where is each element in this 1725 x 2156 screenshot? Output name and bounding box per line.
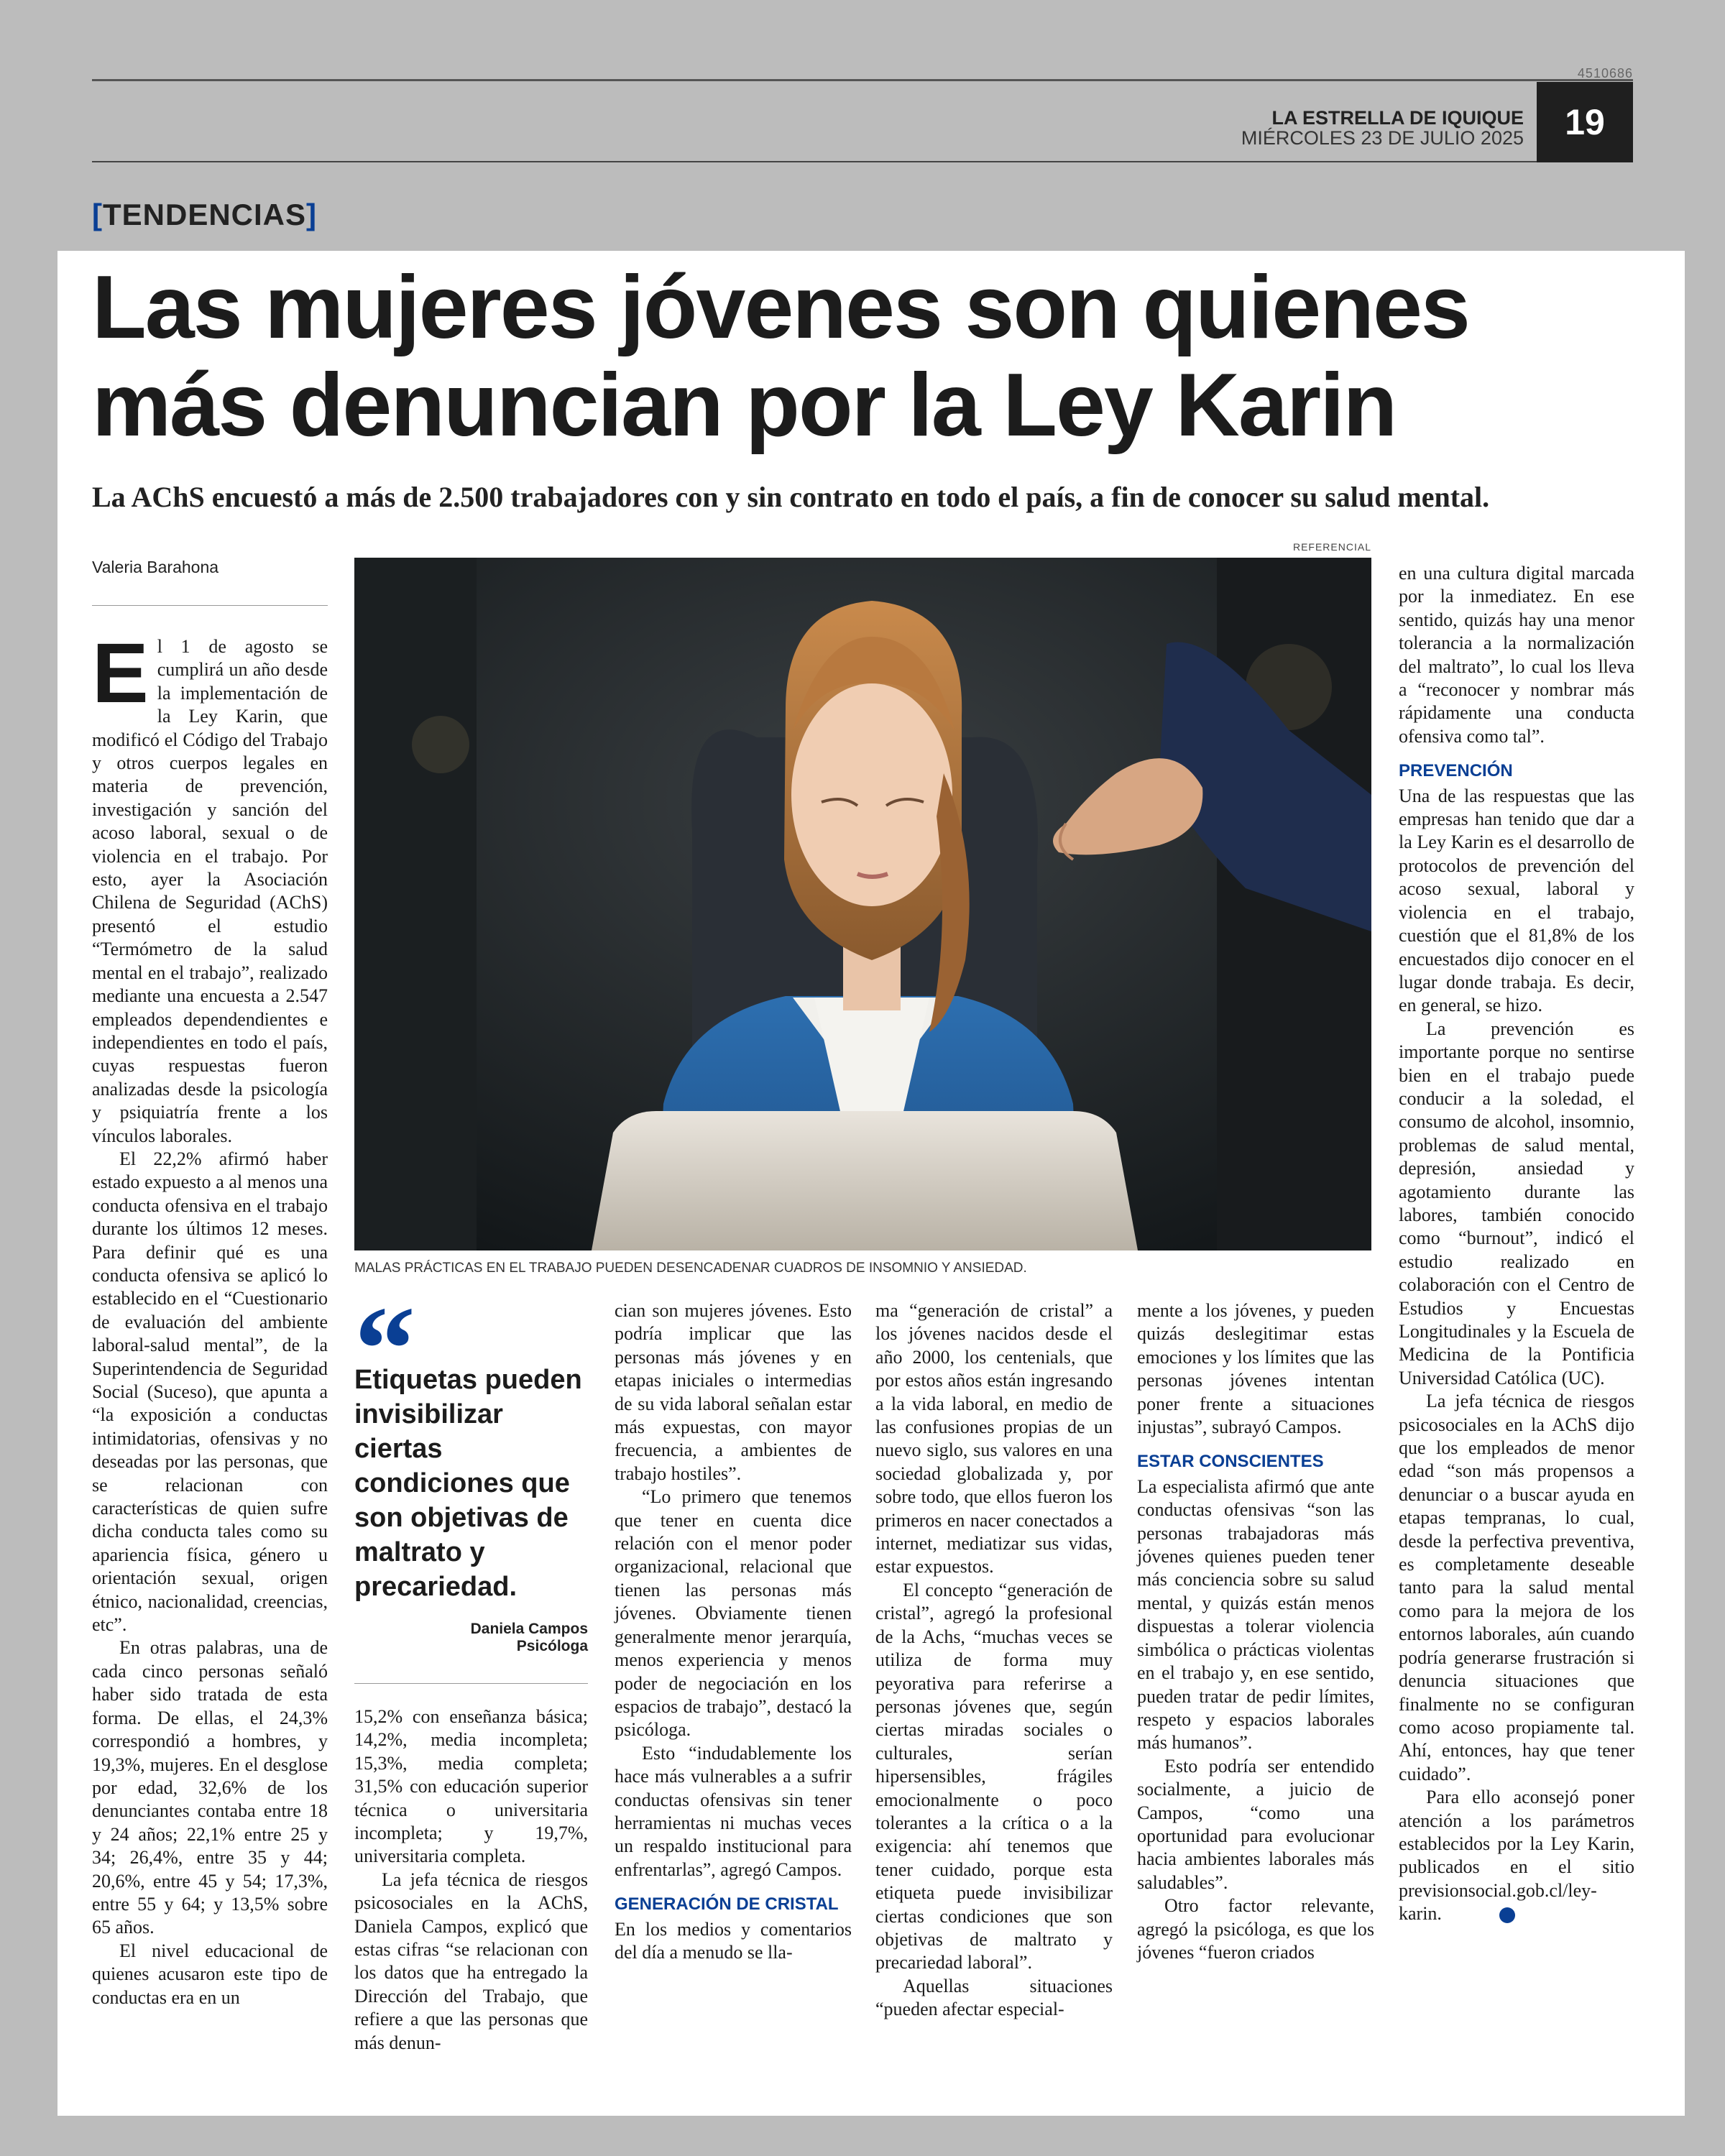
- section-tag: [TENDENCIAS]: [92, 198, 318, 231]
- col4-p3: Aquellas situaciones “pueden afectar especial-: [875, 1975, 1113, 2020]
- col6-p4: La jefa técnica de riesgos psicosociales en la AChS dijo que los empleados de menor edad “son más propensos a denunciar o a buscar ayuda en etapas tempranas, lo cual, desde la perfectiva preventiva, es completamente deseable tanto para la salud mental como para la mejora de los entornos laborales, aún cuando podría generarse frustración si denuncia situaciones que finalmente no se configuran como acoso propiamente tal. Ahí, entonces, hay que tener cuidado”.: [1399, 1391, 1634, 1784]
- subhead-prevencion: PREVENCIÓN: [1399, 761, 1513, 781]
- col1-p1: l 1 de agosto se cumplirá un año desde la implementación de la Ley Karin, que modificó el Código del Trabajo y otros cuerpos legales en materia de prevención, investigación y sanción del acoso laboral, sexual o de violencia en el trabajo. Por esto, ayer la Asociación Chilena de Seguridad (AChS) presentó el estudio “Termómetro de la salud mental en el trabajo”, realizado mediante una encuesta a 2.547 empleados dependendientes e independientes en todo el país, cuyas respuestas fueron analizadas desde la psicología y psiquiatría frente a los vínculos laborales.: [92, 636, 328, 1146]
- col5-p4: Otro factor relevante, agregó la psicóloga, es que los jóvenes “fueron criados: [1137, 1895, 1374, 1963]
- col4-p1: ma “generación de cristal” a los jóvenes nacidos desde el año 2000, los centenials, que por estos años están ingresando a la vida laboral, en medio de las confusiones propias de un nuevo siglo, sus valores en una sociedad globalizada y, por sobre todo, que ellos fueron los primeros en nacer conectados a internet, mediatizar sus vidas, estar expuestos.: [875, 1300, 1113, 1577]
- section-label: TENDENCIAS: [103, 198, 307, 231]
- column-2: [354, 1705, 588, 2055]
- column-6: [1399, 562, 1634, 1926]
- edition-code: 4510686: [1577, 66, 1633, 80]
- col3-p2: “Lo primero que tenemos que tener en cuenta dice relación con el menor poder organizacional, relacional que tienen las personas más jóvenes. Obviamente tienen generalmente menor jerarquía, menos experiencia y menos poder de negociación en los espacios de trabajo”, destacó la psicóloga.: [615, 1486, 852, 1741]
- photo-caption: MALAS PRÁCTICAS EN EL TRABAJO PUEDEN DESENCADENAR CUADROS DE INSOMNIO Y ANSIEDAD.: [354, 1261, 1027, 1276]
- col6-p2: Una de las respuestas que las empresas han tenido que dar a la Ley Karin es el desarrollo de protocolos de prevención del acoso sexual, laboral y violencia en el trabajo, cuestión que el 81,8% de los encuestados dijo conocer en el lugar donde trabaja. Es decir, en general, se hizo.: [1399, 785, 1634, 1016]
- col1-p4: El nivel educacional de quienes acusaron este tipo de conductas era en un: [92, 1940, 328, 2008]
- col2-p1: 15,2% con enseñanza básica; 14,2%, media incompleta; 15,3%, media completa; 31,5% con educación superior técnica o universitaria incompleta; y 19,7%, universitaria completa.: [354, 1706, 588, 1867]
- top-rule: [92, 79, 1633, 81]
- dropcap: E: [92, 626, 149, 721]
- column-1: [92, 626, 328, 2009]
- col4-p2: El concepto “generación de cristal”, agregó la profesional de la Achs, “muchas veces se utiliza de forma muy peyorativa para referirse a personas jóvenes que, según ciertas miradas sociales o culturales, serían hipersensibles, frágiles emocionalmente o poco tolerantes a la crítica o a la exigencia: ahí tenemos que tener cuidado, porque esta etiqueta puede invisibilizar ciertas condiciones que son objetivas de maltrato y precariedad laboral”.: [875, 1579, 1113, 1973]
- column-5: [1137, 1299, 1374, 1964]
- column-4: [875, 1299, 1113, 2022]
- column-3: [615, 1299, 852, 1964]
- pull-quote: Etiquetas pueden invisibilizar ciertas condiciones que son objetivas de maltrato y precariedad.: [354, 1365, 582, 1602]
- col2-p2: La jefa técnica de riesgos psicosociales en la AChS, Daniela Campos, explicó que estas cifras “se relacionan con los datos que ha entregado la Dirección del Trabajo, que refiere a que las personas que más denun-: [354, 1869, 588, 2053]
- quote-rule: [354, 1683, 588, 1684]
- col3-p3: Esto “indudablemente los hace más vulnerables a a sufrir conductas ofensivas sin tener herramientas ni muchas veces un respaldo institucional para enfrentarlas”, agregó Campos.: [615, 1742, 852, 1880]
- masthead: [1241, 108, 1524, 148]
- end-of-article-icon: ✪: [1499, 1907, 1515, 1923]
- byline-rule: [92, 605, 328, 606]
- woman-office-photo: [354, 558, 1371, 1250]
- photo-credit: REFERENCIAL: [1292, 541, 1371, 553]
- page-number: 19: [1537, 82, 1633, 162]
- header-rule: [92, 161, 1537, 162]
- col6-p1: en una cultura digital marcada por la inmediatez. En ese sentido, quizás hay una menor tolerancia a la normalización del maltrato”, lo cual los lleva a “reconocer y nombrar más rápidamente una conducta ofensiva como tal”.: [1399, 563, 1634, 747]
- col3-p4: En los medios y comentarios del día a menudo se lla-: [615, 1918, 852, 1963]
- col1-p3: En otras palabras, una de cada cinco personas señaló haber sido tratada de esta forma. De ellas, el 24,3% correspondió a hombres, y 19,3%, mujeres. En el desglose por edad, 32,6% de los denunciantes contaba entre 18 y 24 años; 22,1% entre 25 y 34; 26,4%, entre 35 y 44; 20,6%, entre 45 y 54; 17,3%, entre 55 y 64; y 13,5% sobre 65 años.: [92, 1637, 328, 1938]
- photo-illustration: [354, 558, 1371, 1250]
- col6-p5-text: Para ello aconsejó poner atención a los parámetros establecidos por la Ley Karin, publicados en el sitio previsionsocial.gob.cl/ley-karin.: [1399, 1787, 1634, 1925]
- quote-author-name: Daniela Campos: [470, 1621, 588, 1637]
- col5-p2: La especialista afirmó que ante conductas ofensivas “son las personas trabajadoras más jóvenes quienes pueden tener más conciencia sobre su salud mental, y quizás están menos dispuestas a tolerar violencia simbólica o prácticas violentas en el trabajo y, en ese sentido, pueden tratar de pedir límites, respeto y espacios laborales más humanos”.: [1137, 1475, 1374, 1754]
- issue-date: MIÉRCOLES 23 DE JULIO 2025: [1241, 127, 1524, 149]
- newspaper-name: LA ESTRELLA DE IQUIQUE: [1271, 107, 1524, 129]
- subhead: La AChS encuestó a más de 2.500 trabajadores con y sin contrato en todo el país, a fin de conocer su salud mental.: [92, 481, 1490, 513]
- quote-author-role: Psicóloga: [516, 1638, 588, 1654]
- col3-p1: cian son mujeres jóvenes. Esto podría implicar que las personas más jóvenes y en etapas iniciales o intermedias de su vida laboral señalan estar más expuestas, con mayor frecuencia, a ambientes de trabajo hostiles”.: [615, 1300, 852, 1484]
- col6-p5: [1399, 1786, 1634, 1925]
- col1-p2: El 22,2% afirmó haber estado expuesto a al menos una conducta ofensiva en el trabajo durante los últimos 12 meses. Para definir qué es una conducta ofensiva se aplicó lo establecido en el “Cuestionario de evaluación del ambiente laboral-salud mental”, de la Superintendencia de Seguridad Social (Suceso), que apunta a “la exposición a conductas intimidatorias, ofensivas y no deseadas por las personas, que se relacionan con características de quien sufre dicha conducta tales como su apariencia física, género u orientación sexual, origen étnico, nacionalidad, creencias, etc”.: [92, 1148, 328, 1636]
- subhead-generacion: GENERACIÓN DE CRISTAL: [615, 1894, 839, 1915]
- byline: Valeria Barahona: [92, 558, 219, 576]
- quote-mark-icon: “: [354, 1281, 415, 1416]
- subhead-estar-conscientes: ESTAR CONSCIENTES: [1137, 1452, 1324, 1472]
- col5-p1: mente a los jóvenes, y pueden quizás deslegitimar estas emociones y los límites que las personas jóvenes intentan poner frente a situaciones injustas”, subrayó Campos.: [1137, 1300, 1374, 1438]
- quote-attribution: [354, 1621, 588, 1655]
- headline: Las mujeres jóvenes son quienes más denuncian por la Ley Karin: [92, 258, 1469, 455]
- col5-p3: Esto podría ser entendido socialmente, a juicio de Campos, “como una oportunidad para evolucionar hacia ambientes laborales más saludables”.: [1137, 1755, 1374, 1893]
- col6-p3: La prevención es importante porque no sentirse bien en el trabajo puede conducir a la soledad, el consumo de alcohol, insomnio, problemas de salud mental, depresión, ansiedad y agotamiento durante las labores, también conocido como “burnout”, indicó el estudio realizado en colaboración con el Centro de Estudios y Encuestas Longitudinales y la Escuela de Medicina de la Pontificia Universidad Católica (UC).: [1399, 1018, 1634, 1388]
